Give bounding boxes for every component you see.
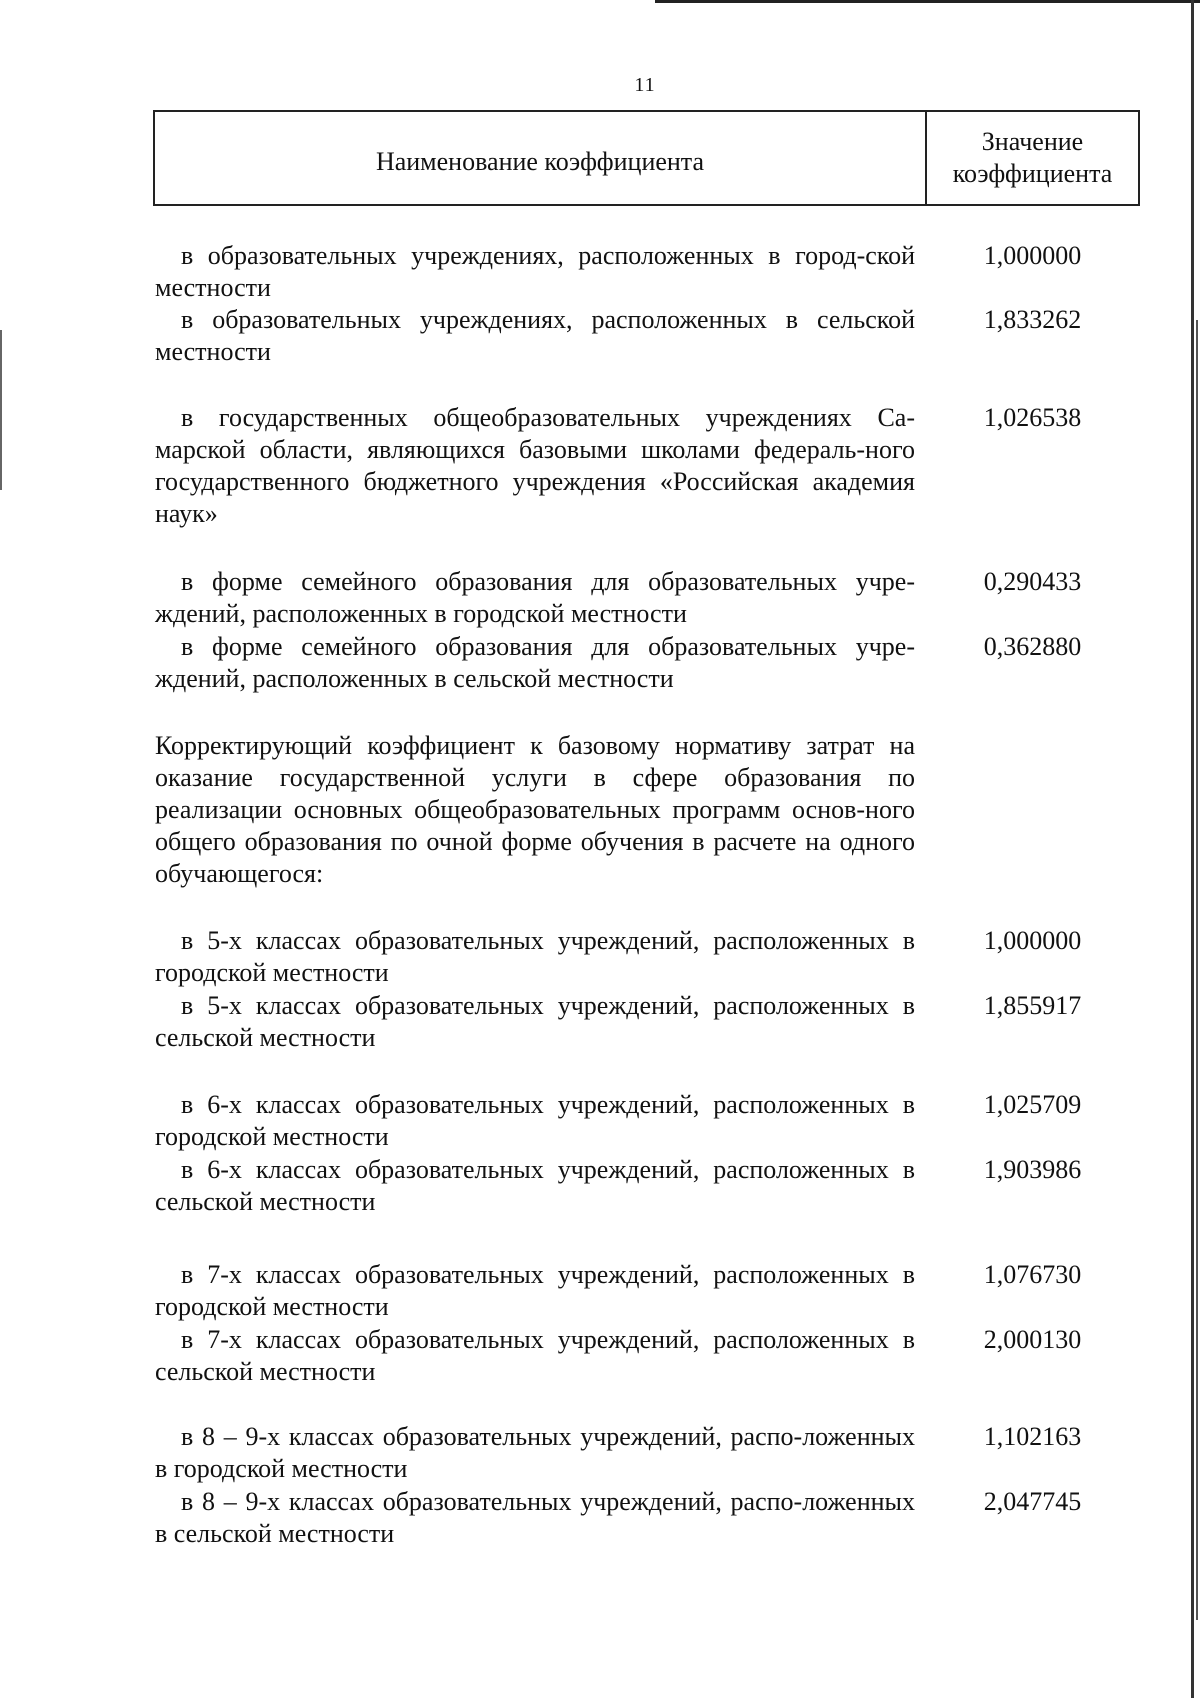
header-value-column: Значение коэффициента — [952, 127, 1113, 188]
table-row — [155, 566, 1140, 630]
table-row — [155, 990, 1140, 1054]
table-row — [155, 240, 1140, 304]
header-name-column: Наименование коэффициента — [155, 112, 927, 204]
row-value: 2,047745 — [983, 1487, 1082, 1516]
row-description: в образовательных учреждениях, расположенных в город-ской местности — [155, 241, 915, 302]
table-row — [155, 925, 1140, 989]
row-description: в форме семейного образования для образовательных учре-ждений, расположенных в городской местности — [155, 567, 915, 628]
row-value: 0,362880 — [983, 632, 1082, 661]
row-value: 1,903986 — [983, 1155, 1082, 1184]
table-row — [155, 304, 1140, 368]
row-value: 1,025709 — [983, 1090, 1082, 1119]
page-number: 11 — [634, 74, 656, 96]
row-description: в 7-х классах образовательных учреждений, расположенных в городской местности — [155, 1260, 915, 1321]
table-row — [155, 1421, 1140, 1485]
table-row — [155, 1089, 1140, 1153]
scan-edge-right-inner — [1196, 320, 1198, 1620]
row-value: 1,102163 — [983, 1422, 1082, 1451]
row-value: 1,026538 — [983, 403, 1082, 432]
table-row — [155, 631, 1140, 695]
row-value: 0,290433 — [983, 567, 1082, 596]
table-row — [155, 1324, 1140, 1388]
row-value: 1,855917 — [983, 991, 1082, 1020]
row-description: в образовательных учреждениях, расположенных в сельской местности — [155, 305, 915, 366]
table-row — [155, 1259, 1140, 1323]
scan-edge-right — [1191, 0, 1194, 1698]
row-value — [915, 730, 1140, 890]
table-row-section-heading — [155, 730, 1140, 890]
row-value: 1,076730 — [983, 1260, 1082, 1289]
section-heading: Корректирующий коэффициент к базовому нормативу затрат на оказание государственной услуги в сфере образования по реализации основных общеобразовательных программ основ-ного общего образования по очной форме обучения в расчете на одного обучающегося: — [155, 731, 915, 888]
scan-edge-left — [0, 330, 2, 490]
table-row — [155, 402, 1140, 530]
row-description: в 7-х классах образовательных учреждений, расположенных в сельской местности — [155, 1325, 915, 1386]
scan-edge-top — [655, 0, 1200, 3]
row-description: в 6-х классах образовательных учреждений, расположенных в городской местности — [155, 1090, 915, 1151]
row-description: в 5-х классах образовательных учреждений, расположенных в сельской местности — [155, 991, 915, 1052]
row-description: в 8 – 9-х классах образовательных учреждений, распо-ложенных в сельской местности — [155, 1487, 915, 1548]
row-value: 1,000000 — [983, 926, 1082, 955]
row-description: в государственных общеобразовательных учреждениях Са-марской области, являющихся базовыми школами федераль-ного государственного бюджетного учреждения «Российская академия наук» — [155, 403, 915, 528]
row-description: в 5-х классах образовательных учреждений, расположенных в городской местности — [155, 926, 915, 987]
row-value: 1,833262 — [983, 305, 1082, 334]
row-value: 2,000130 — [983, 1325, 1082, 1354]
table-row — [155, 1154, 1140, 1218]
table-header — [153, 110, 1140, 206]
row-description: в 8 – 9-х классах образовательных учреждений, распо-ложенных в городской местности — [155, 1422, 915, 1483]
table-row — [155, 1486, 1140, 1550]
row-description: в 6-х классах образовательных учреждений, расположенных в сельской местности — [155, 1155, 915, 1216]
row-description: в форме семейного образования для образовательных учре-ждений, расположенных в сельской местности — [155, 632, 915, 693]
row-value: 1,000000 — [983, 241, 1082, 270]
